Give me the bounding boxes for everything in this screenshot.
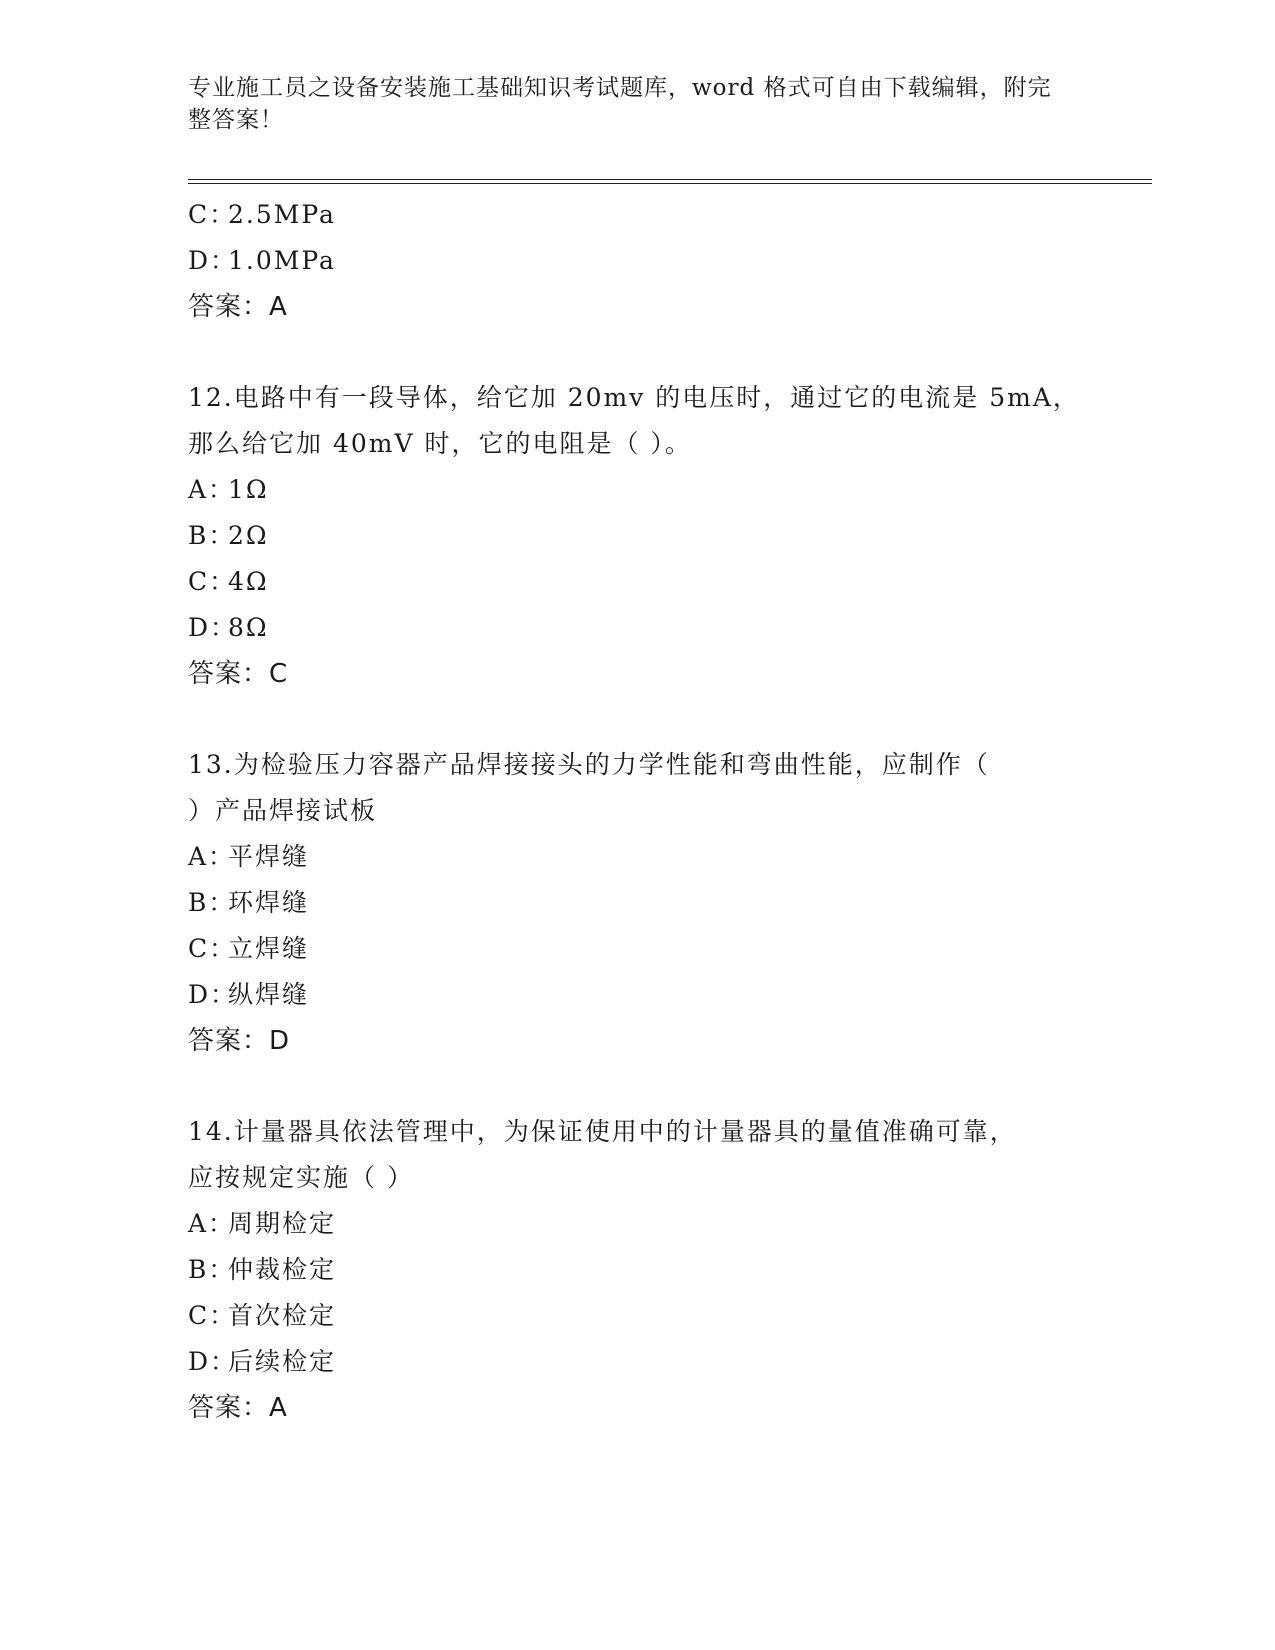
option-label: A：	[188, 475, 236, 504]
option-label: C：	[188, 567, 237, 596]
option-text: 平焊缝	[228, 842, 310, 871]
option-c	[188, 926, 1088, 972]
option-a	[188, 834, 1088, 880]
option-d	[188, 1339, 1088, 1385]
option-a	[188, 467, 1088, 513]
answer-line: 答案：A	[188, 1393, 288, 1423]
option-b	[188, 513, 1088, 559]
question-text-line-1: 14.计量器具依法管理中，为保证使用中的计量器具的量值准确可靠，	[188, 1117, 1017, 1146]
question-14	[188, 1109, 1088, 1431]
option-label: D：	[188, 1347, 238, 1376]
option-text: 纵焊缝	[228, 980, 310, 1009]
header-line-2: 整答案！	[188, 107, 284, 133]
option-text: 立焊缝	[228, 934, 310, 963]
option-label: D：	[188, 246, 238, 275]
option-text: 仲裁检定	[228, 1255, 337, 1284]
document-header	[188, 72, 1068, 136]
question-list	[188, 192, 1088, 1431]
question-12	[188, 375, 1088, 697]
option-label: A：	[188, 842, 236, 871]
option-d	[188, 605, 1088, 651]
question-text-line-1: 13.为检验压力容器产品焊接接头的力学性能和弯曲性能，应制作（	[188, 750, 990, 779]
option-c	[188, 192, 1088, 238]
header-divider-top	[188, 179, 1152, 180]
option-text: 8Ω	[228, 613, 269, 642]
option-text: 2Ω	[228, 521, 269, 550]
answer-line: 答案：A	[188, 292, 288, 322]
question-text-line-2: ）产品焊接试板	[188, 796, 378, 825]
option-b	[188, 1247, 1088, 1293]
option-c	[188, 1293, 1088, 1339]
option-label: C：	[188, 1301, 237, 1330]
header-line-1: 专业施工员之设备安装施工基础知识考试题库，word 格式可自由下载编辑，附完	[188, 75, 1052, 101]
option-label: B：	[188, 1255, 236, 1284]
option-text: 环焊缝	[228, 888, 310, 917]
answer-line: 答案：C	[188, 659, 289, 689]
option-text: 2.5MPa	[228, 200, 336, 229]
option-text: 1Ω	[228, 475, 269, 504]
option-label: C：	[188, 934, 237, 963]
option-label: B：	[188, 521, 236, 550]
option-d	[188, 972, 1088, 1018]
option-text: 1.0MPa	[228, 246, 336, 275]
header-divider-bottom	[188, 183, 1152, 184]
option-label: A：	[188, 1209, 236, 1238]
option-label: B：	[188, 888, 236, 917]
prev-question-block	[188, 192, 1088, 330]
option-label: D：	[188, 613, 238, 642]
option-a	[188, 1201, 1088, 1247]
question-text-line-2: 应按规定实施（ ）	[188, 1163, 414, 1192]
option-text: 4Ω	[228, 567, 269, 596]
question-text-line-1: 12.电路中有一段导体，给它加 20mv 的电压时，通过它的电流是 5mA，	[188, 383, 1080, 412]
option-b	[188, 880, 1088, 926]
option-text: 周期检定	[228, 1209, 337, 1238]
answer-line: 答案：D	[188, 1026, 291, 1056]
question-text-line-2: 那么给它加 40mV 时，它的电阻是（ ）。	[188, 429, 692, 458]
question-13	[188, 742, 1088, 1064]
option-label: C：	[188, 200, 237, 229]
option-c	[188, 559, 1088, 605]
option-text: 首次检定	[228, 1301, 337, 1330]
option-d	[188, 238, 1088, 284]
option-text: 后续检定	[228, 1347, 337, 1376]
option-label: D：	[188, 980, 238, 1009]
